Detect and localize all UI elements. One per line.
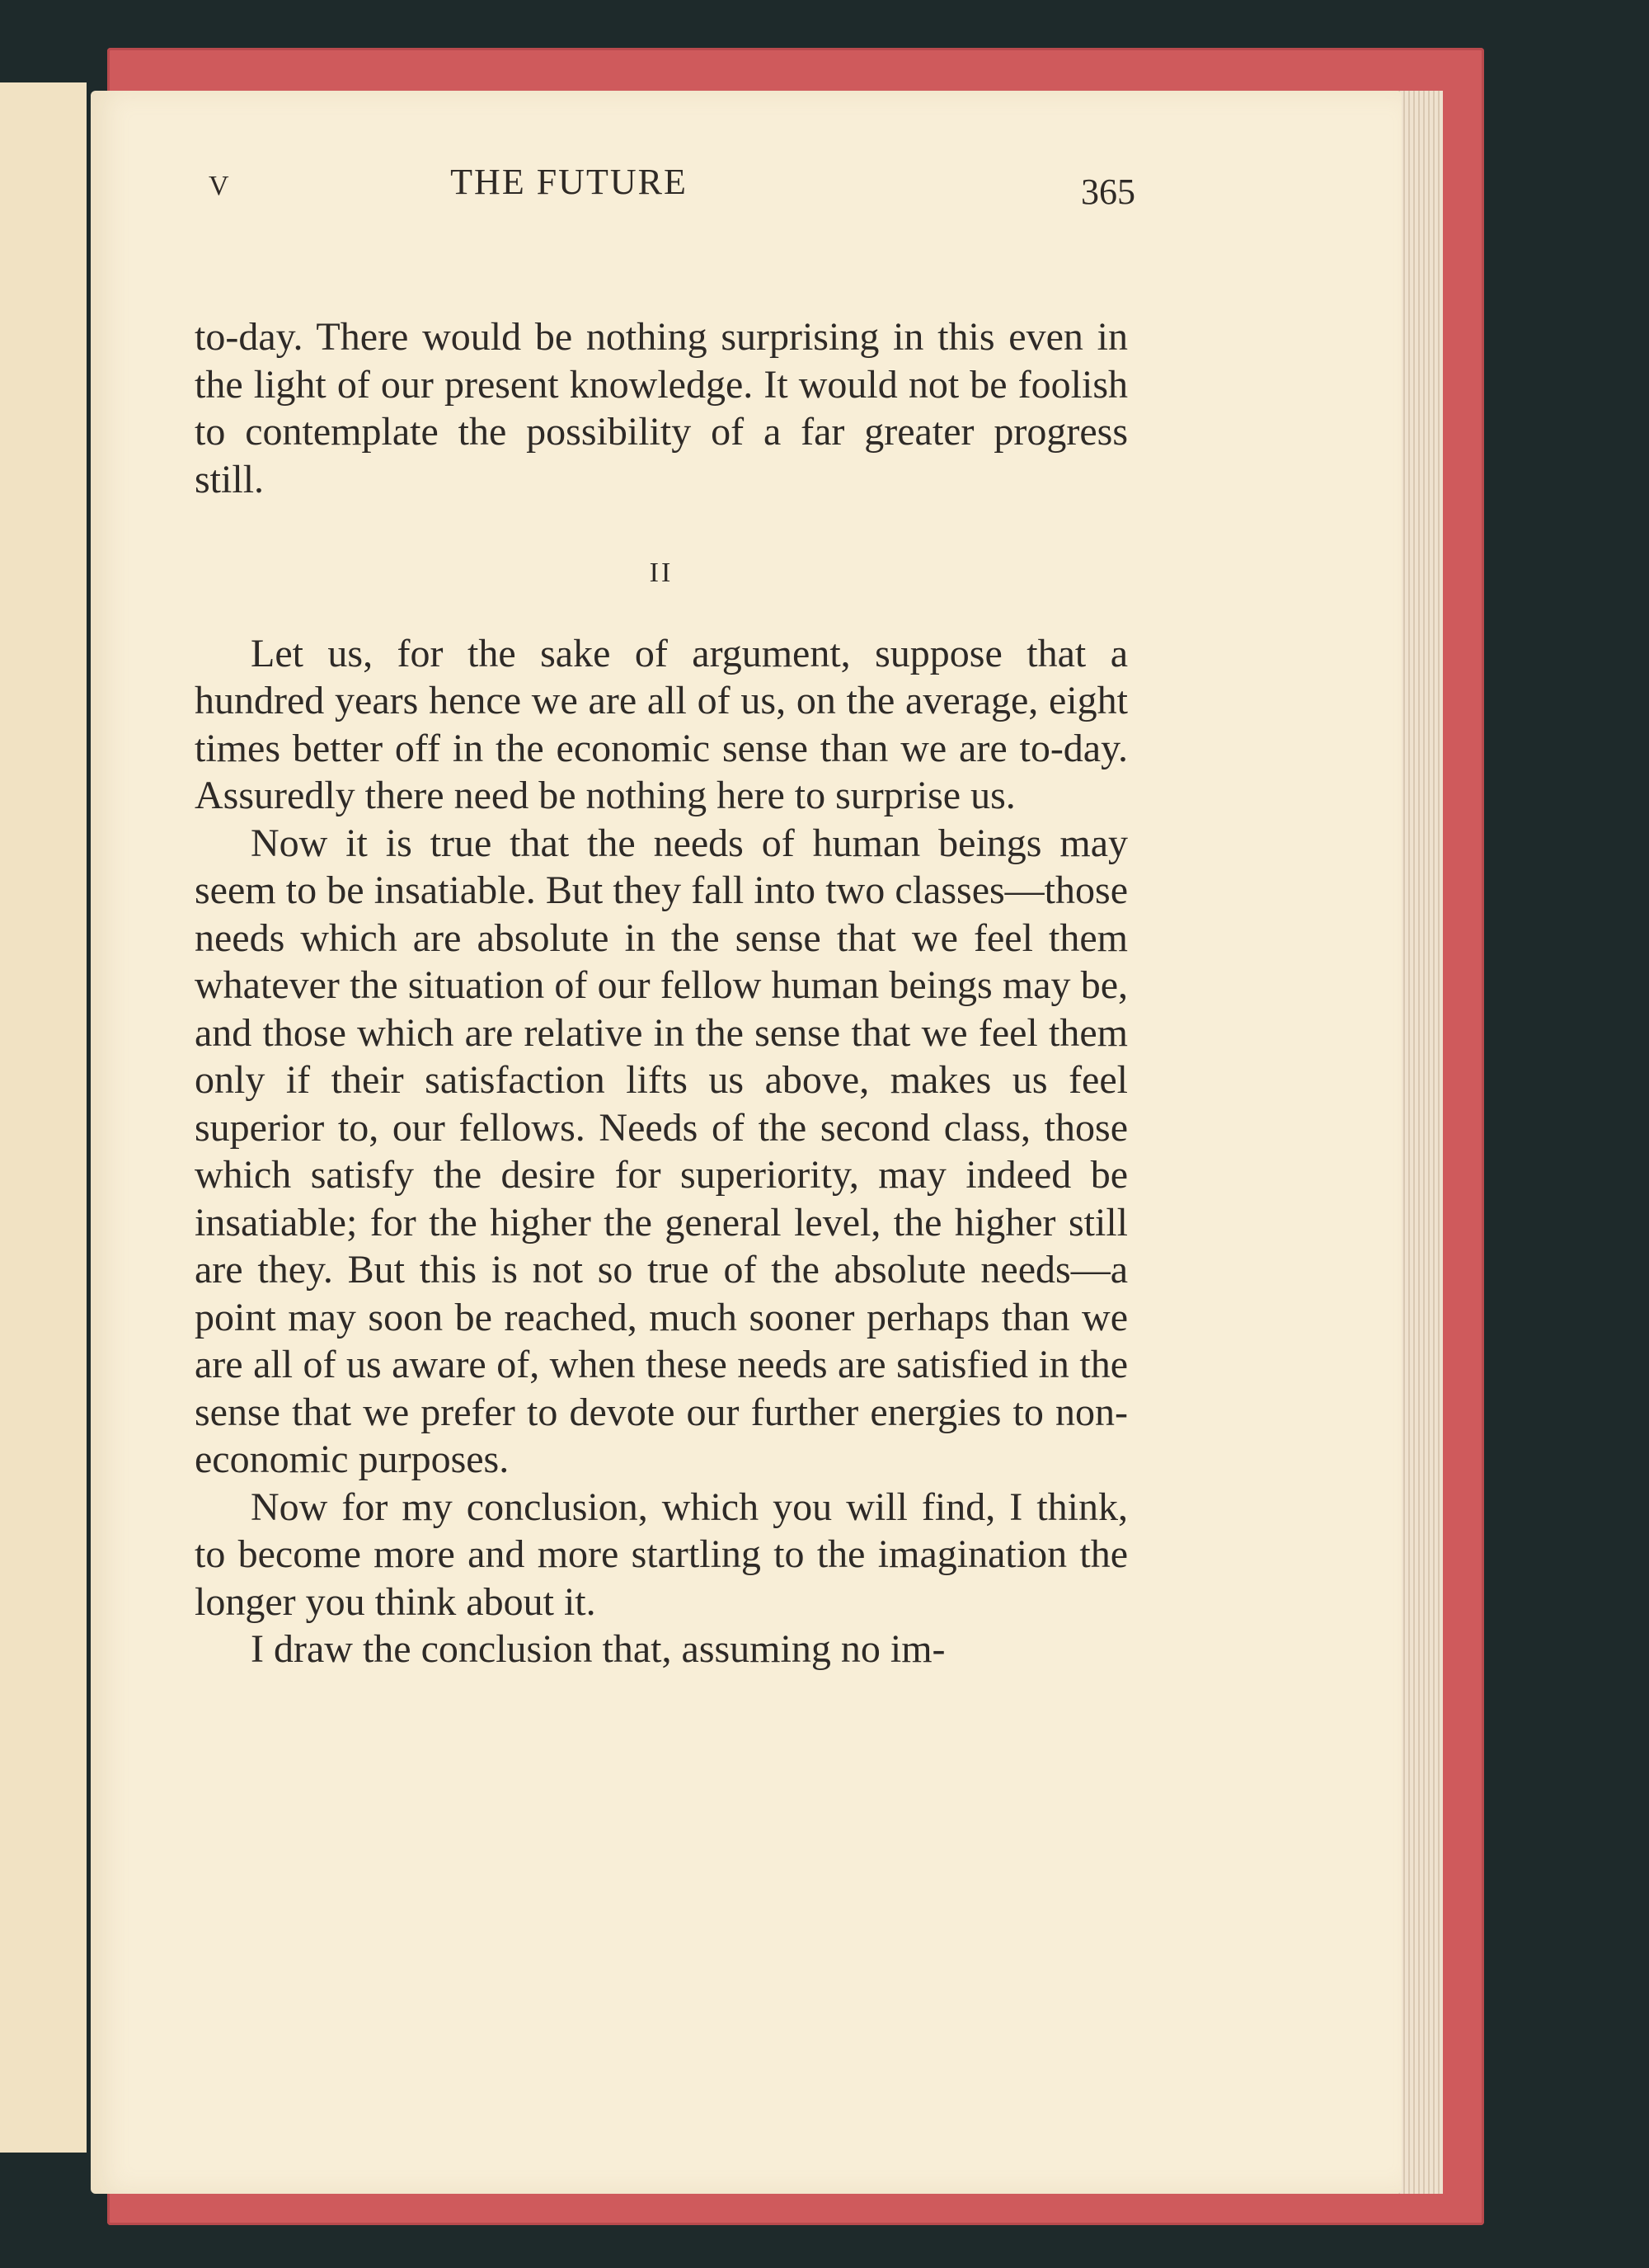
paragraph-1: to-day. There would be nothing surprising in this even in the light of our present knowledge. It would not be foolish to contemplate the possibility of a far greater progress still. <box>195 315 1128 501</box>
running-header <box>120 161 1135 212</box>
paragraph-3: Now it is true that the needs of human beings may seem to be insatiable. But they fall into two classes—those needs which are absolute in the sense that we feel them whatever the situation of our fellow human beings may be, and those which are relative in the sense that we feel them only if their satisfaction lifts us above, makes us feel superior to, our fellows. Needs of the second class, those which satisfy the desire for superiority, may indeed be insatiable; for the higher the general level, the higher still are they. But this is not so true of the absolute needs—a point may soon be reached, much sooner perhaps than we are all of us aware of, when these needs are satisfied in the sense that we prefer to devote our further energies to non-economic purposes. <box>195 821 1128 1481</box>
paragraph-2: Let us, for the sake of argument, suppose that a hundred years hence we are all of us, on the average, eight times better off in the economic sense than we are to-day. Assuredly there need be nothing here to surprise us. <box>195 631 1128 817</box>
facing-page-edge <box>0 82 87 2153</box>
paragraph-4: Now for my conclusion, which you will find, I think, to become more and more startling to the imagination the longer you think about it. <box>195 1485 1128 1624</box>
chapter-number: V <box>209 171 229 201</box>
paragraph-5: I draw the conclusion that, assuming no im- <box>251 1627 946 1671</box>
page-number: 365 <box>1081 172 1135 212</box>
page-body <box>195 313 1128 1673</box>
chapter-title: THE FUTURE <box>450 162 688 202</box>
section-marker: II <box>649 558 674 588</box>
